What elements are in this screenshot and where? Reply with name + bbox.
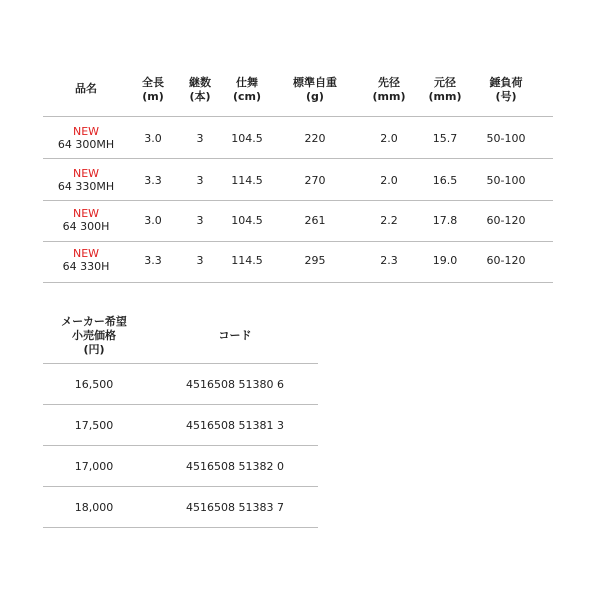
butt-cell: 19.0 bbox=[432, 254, 458, 267]
price-cell: 17,000 bbox=[74, 460, 114, 473]
header-sinker: 錘負荷 (号) bbox=[489, 76, 523, 103]
header-code: コード bbox=[218, 329, 252, 342]
weight-cell: 295 bbox=[304, 254, 326, 267]
spec-table bbox=[43, 70, 553, 285]
pieces-cell: 3 bbox=[196, 214, 204, 227]
tip-cell: 2.3 bbox=[380, 254, 398, 267]
divider bbox=[43, 282, 553, 283]
model-cell bbox=[63, 207, 110, 233]
divider bbox=[43, 363, 318, 364]
model-name: 64 330MH bbox=[57, 180, 115, 193]
header-butt: 元径 (mm) bbox=[428, 76, 462, 103]
closed-cell: 104.5 bbox=[231, 214, 263, 227]
header-name: 品名 bbox=[75, 82, 97, 95]
weight-cell: 220 bbox=[304, 132, 326, 145]
price-table bbox=[43, 313, 318, 529]
divider bbox=[43, 158, 553, 159]
sinker-cell: 60-120 bbox=[486, 214, 526, 227]
model-name: 64 300MH bbox=[57, 138, 115, 151]
code-cell: 4516508 51383 7 bbox=[186, 501, 284, 514]
closed-cell: 114.5 bbox=[231, 254, 263, 267]
new-badge: NEW bbox=[72, 167, 100, 180]
model-name: 64 330H bbox=[62, 260, 110, 273]
header-price: メーカー希望 小売価格 (円) bbox=[61, 315, 127, 356]
divider bbox=[43, 116, 553, 117]
model-cell bbox=[58, 125, 114, 151]
header-closed: 仕舞 (cm) bbox=[232, 76, 262, 103]
new-badge: NEW bbox=[72, 207, 100, 220]
header-pieces: 継数 (本) bbox=[189, 76, 211, 103]
butt-cell: 15.7 bbox=[432, 132, 458, 145]
header-tip: 先径 (mm) bbox=[372, 76, 406, 103]
pieces-cell: 3 bbox=[196, 174, 204, 187]
length-cell: 3.0 bbox=[144, 132, 162, 145]
tip-cell: 2.2 bbox=[380, 214, 398, 227]
sinker-cell: 50-100 bbox=[486, 132, 526, 145]
price-cell: 18,000 bbox=[74, 501, 114, 514]
sinker-cell: 50-100 bbox=[486, 174, 526, 187]
length-cell: 3.3 bbox=[144, 174, 162, 187]
butt-cell: 16.5 bbox=[432, 174, 458, 187]
code-cell: 4516508 51382 0 bbox=[186, 460, 284, 473]
divider bbox=[43, 527, 318, 528]
code-cell: 4516508 51381 3 bbox=[186, 419, 284, 432]
pieces-cell: 3 bbox=[196, 132, 204, 145]
length-cell: 3.0 bbox=[144, 214, 162, 227]
divider bbox=[43, 445, 318, 446]
closed-cell: 104.5 bbox=[231, 132, 263, 145]
header-weight: 標準自重 (g) bbox=[293, 76, 337, 103]
closed-cell: 114.5 bbox=[231, 174, 263, 187]
code-cell: 4516508 51380 6 bbox=[186, 378, 284, 391]
length-cell: 3.3 bbox=[144, 254, 162, 267]
new-badge: NEW bbox=[72, 125, 100, 138]
price-cell: 16,500 bbox=[74, 378, 114, 391]
divider bbox=[43, 200, 553, 201]
pieces-cell: 3 bbox=[196, 254, 204, 267]
divider bbox=[43, 486, 318, 487]
weight-cell: 270 bbox=[304, 174, 326, 187]
header-length: 全長 (m) bbox=[142, 76, 164, 103]
new-badge: NEW bbox=[72, 247, 100, 260]
model-cell bbox=[58, 167, 114, 193]
sinker-cell: 60-120 bbox=[486, 254, 526, 267]
model-cell bbox=[63, 247, 110, 273]
weight-cell: 261 bbox=[304, 214, 326, 227]
butt-cell: 17.8 bbox=[432, 214, 458, 227]
divider bbox=[43, 404, 318, 405]
divider bbox=[43, 241, 553, 242]
model-name: 64 300H bbox=[62, 220, 110, 233]
tip-cell: 2.0 bbox=[380, 132, 398, 145]
price-cell: 17,500 bbox=[74, 419, 114, 432]
tip-cell: 2.0 bbox=[380, 174, 398, 187]
